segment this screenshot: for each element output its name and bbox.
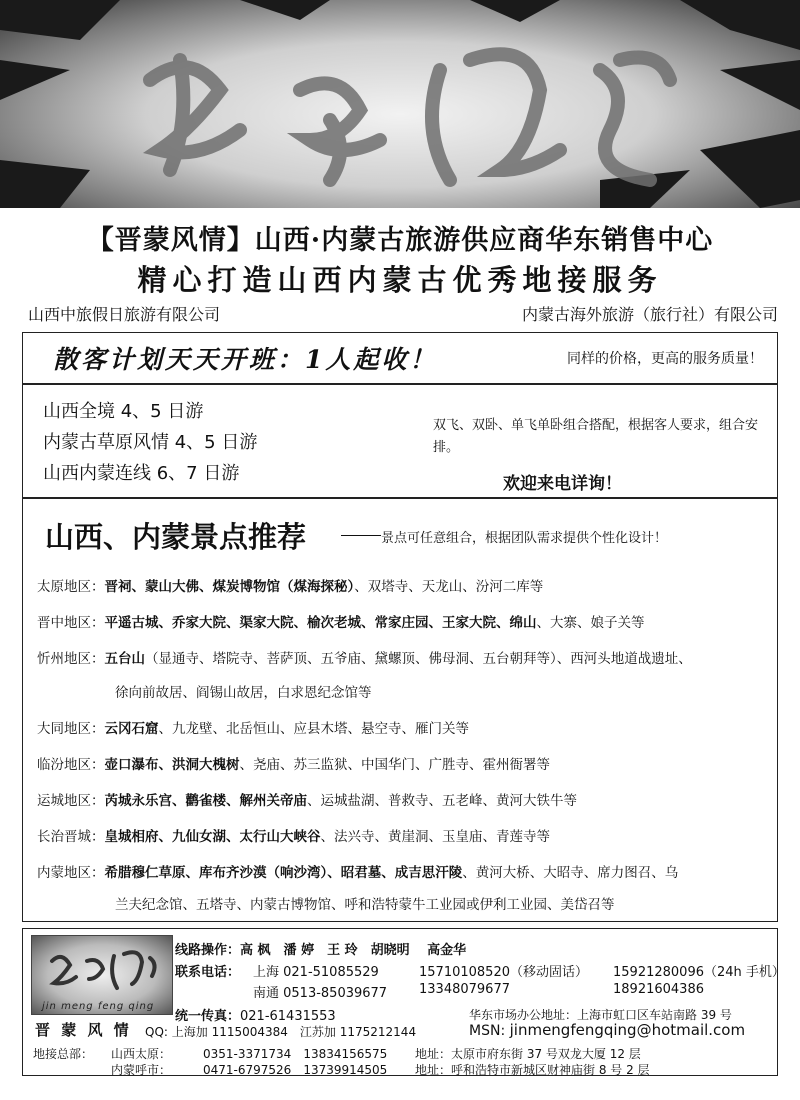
hq-label: 地接总部：: [33, 1047, 94, 1061]
qq-contacts: QQ: 上海加 1115004384 江苏加 1175212144: [145, 1025, 417, 1039]
operators-names: 高 枫 潘 婷 王 玲 胡晓明 高金华: [240, 943, 467, 958]
operators-row: [175, 939, 466, 958]
route-item: 内蒙古草原风情 4、5 日游: [43, 432, 258, 453]
region-row: [37, 789, 577, 809]
region-highlights: 皇城相府、九仙女湖、太行山大峡谷: [104, 829, 321, 845]
msn-address: jinmengfengqing@hotmail.com: [509, 1021, 746, 1039]
region-highlights: 五台山: [104, 651, 145, 667]
route-item: 山西内蒙连线 6、7 日游: [43, 463, 240, 484]
calligraphy-logo-image: [0, 0, 800, 208]
daily-plan-note: 同样的价格，更高的服务质量！: [567, 351, 763, 367]
phone-shanghai-mobile: 15710108520（移动固话）: [419, 965, 588, 980]
region-others: 、法兴寺、黄崖洞、玉皇庙、青莲寺等: [320, 829, 550, 845]
brand-name: 晋 蒙 风 情: [35, 1021, 132, 1039]
region-label: 晋中地区：: [37, 615, 105, 631]
phone-nantong-2: 18921604386: [613, 982, 704, 997]
region-row: [37, 611, 645, 631]
brand-logo-image: [31, 935, 173, 1015]
phone-label: [175, 961, 240, 980]
region-highlights: 云冈石窟: [104, 721, 159, 737]
region-highlights: 平遥古城、乔家大院、渠家大院、榆次老城、常家庄园、王家大院、绵山: [104, 615, 537, 631]
daily-plan-headline: 散客计划天天开班：1人起收！: [53, 345, 438, 374]
region-highlights: 芮城永乐宫、鹳雀楼、解州关帝庙: [104, 793, 307, 809]
region-row: [37, 753, 550, 773]
region-continuation: 兰夫纪念馆、五塔寺、内蒙古博物馆、呼和浩特蒙牛工业园或伊利工业园、美岱召等: [115, 897, 615, 913]
fax-number: 021-61431553: [240, 1009, 336, 1024]
region-others: （显通寺、塔院寺、菩萨顶、五爷庙、黛螺顶、佛母洞、五台朝拜等）、西河头地道战遗址、: [145, 651, 692, 667]
region-others: 、双塔寺、天龙山、汾河二库等: [354, 579, 544, 595]
phone-nantong-mobile: 13348079677: [419, 982, 510, 997]
hq-hohhot-address: 地址：呼和浩特市新城区财神庙街 8 号 2 层: [415, 1063, 650, 1077]
region-highlights: 壶口瀑布、洪洞大槐树: [104, 757, 240, 773]
region-label: 长治晋城：: [37, 829, 105, 845]
phone-shanghai: 上海 021-51085529: [253, 965, 379, 980]
daily-plan-box: [22, 332, 778, 384]
phone-shanghai-24h: 15921280096（24h 手机）: [613, 965, 785, 980]
region-label: 内蒙地区：: [37, 865, 105, 881]
title-dash: [341, 535, 381, 536]
hq-taiyuan-phone: 0351-3371734 13834156575: [203, 1047, 388, 1061]
region-row: [37, 575, 543, 595]
region-highlights: 晋祠、蒙山大佛、煤炭博物馆（煤海探秘）: [104, 579, 355, 595]
region-others: 、大寨、娘子关等: [536, 615, 645, 631]
phone-label-text: 联系电话：: [175, 965, 241, 980]
recommend-title: 山西、内蒙景点推荐: [45, 520, 307, 554]
header-banner: [0, 0, 800, 208]
title-line-1: 【晋蒙风情】山西·内蒙古旅游供应商华东销售中心: [86, 225, 714, 256]
route-item: 山西全境 4、5 日游: [43, 401, 204, 422]
contact-box: [22, 928, 785, 1077]
title-line-2: 精心打造山西内蒙古优秀地接服务: [137, 263, 663, 297]
region-row: [37, 717, 469, 737]
company-left: 山西中旅假日旅游有限公司: [28, 305, 221, 324]
east-office-address: 华东市场办公地址：上海市虹口区车站南路 39 号: [469, 1008, 732, 1022]
combo-note: 双飞、双卧、单飞单卧组合搭配，根据客人要求，组合安排。: [433, 418, 759, 455]
hq-taiyuan-address: 地址：太原市府东街 37 号双龙大厦 12 层: [415, 1047, 641, 1061]
region-label: 运城地区：: [37, 793, 105, 809]
routes-box: [22, 384, 778, 498]
region-label: 忻州地区：: [37, 651, 105, 667]
msn-label: MSN:: [469, 1023, 506, 1039]
region-row: [37, 861, 678, 881]
hq-taiyuan-city: 山西太原：: [111, 1047, 172, 1061]
fax-label: 统一传真：: [175, 1009, 241, 1024]
region-others: 、黄河大桥、大昭寺、席力图召、乌: [462, 865, 679, 881]
region-row: [37, 825, 550, 845]
region-label: 大同地区：: [37, 721, 105, 737]
phone-nantong: 南通 0513-85039677: [253, 986, 388, 1001]
fax-row: [175, 1005, 336, 1024]
operators-label: 线路操作：: [175, 943, 241, 958]
region-label: 临汾地区：: [37, 757, 105, 773]
region-continuation: 徐向前故居、阎锡山故居，白求恩纪念馆等: [115, 685, 372, 701]
recommend-subtitle: 景点可任意组合，根据团队需求提供个性化设计！: [381, 531, 668, 546]
hq-hohhot-phone: 0471-6797526 13739914505: [203, 1063, 388, 1077]
logo-subtitle: jin meng feng qing: [42, 1001, 155, 1012]
hq-hohhot-city: 内蒙呼市：: [111, 1063, 172, 1077]
recommend-box: [22, 498, 778, 922]
region-highlights: 希腊穆仁草原、库布齐沙漠（响沙湾）、昭君墓、成吉思汗陵: [104, 865, 463, 881]
region-others: 、尧庙、苏三监狱、中国华门、广胜寺、霍州衙署等: [239, 757, 550, 773]
region-others: 、九龙壁、北岳恒山、应县木塔、悬空寺、雁门关等: [158, 721, 469, 737]
company-right: 内蒙古海外旅游（旅行社）有限公司: [521, 305, 778, 324]
region-others: 、运城盐湖、普救寺、五老峰、黄河大铁牛等: [307, 793, 577, 809]
msn-row: [469, 1021, 745, 1039]
welcome-text: 欢迎来电详询！: [503, 474, 622, 494]
region-row: [37, 647, 692, 667]
region-label: 太原地区：: [37, 579, 105, 595]
